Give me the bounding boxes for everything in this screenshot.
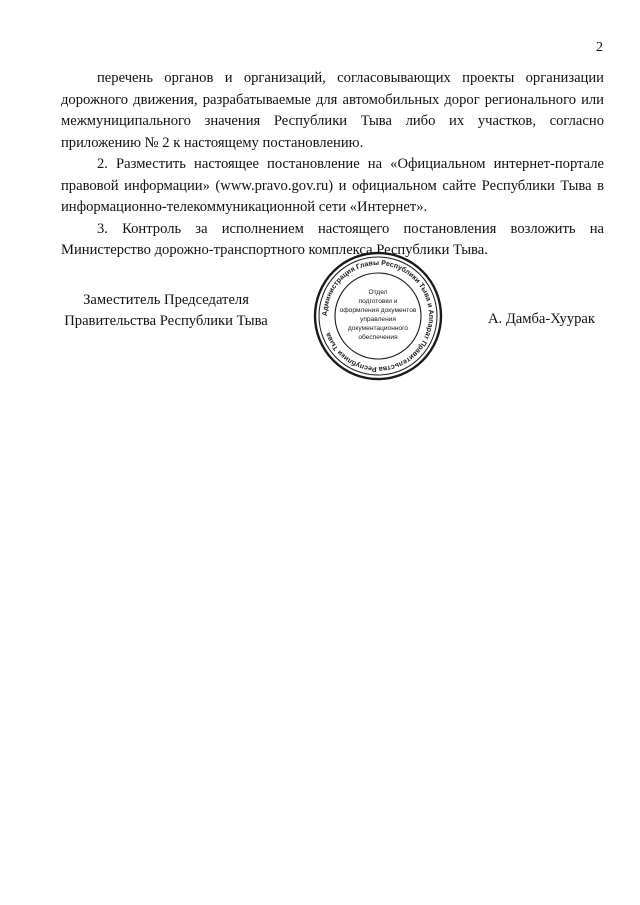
seal-stamp-icon — [312, 250, 444, 382]
seal-center-line-5: документационного — [347, 325, 409, 332]
seal-center-line-2: подготовки и — [358, 298, 398, 305]
official-seal — [312, 250, 444, 382]
paragraph-1: перечень органов и организаций, согласовывающих проекты организации дорожного движения, разрабатываемые для автомобильных дорог регионального или межмуниципального значения Республики Тыва либо их участков, согласно приложению № 2 к настоящему постановлению. — [61, 70, 604, 151]
seal-center-line-6: обеспечения — [358, 334, 398, 341]
seal-center-line-3: оформления документов — [339, 307, 417, 314]
paragraph-3: 3. Контроль за исполнением настоящего постановления возложить на Министерство дорожно-транспортного комплекса Республики Тыва. — [61, 220, 604, 258]
seal-center-line-4: управления — [360, 316, 396, 323]
signer-title — [58, 290, 274, 332]
seal-ring-text: Администрация Главы Республики Тыва и Аппарат Правительства Республики Тыва — [320, 258, 436, 374]
paragraph-2: 2. Разместить настоящее постановление на «Официальном интернет-портале правовой информации» (www.pravo.gov.ru) и официальном сайте Республики Тыва в информационно-телекоммуникационной сети «Интернет». — [61, 156, 604, 215]
document-body — [61, 68, 604, 262]
signer-title-line-2: Правительства Республики Тыва — [64, 313, 268, 329]
signer-title-line-1: Заместитель Председателя — [83, 292, 249, 308]
seal-center-line-1: Отдел — [368, 289, 388, 296]
page-number: 2 — [596, 40, 603, 55]
signer-name: А. Дамба-Хуурак — [488, 311, 595, 327]
